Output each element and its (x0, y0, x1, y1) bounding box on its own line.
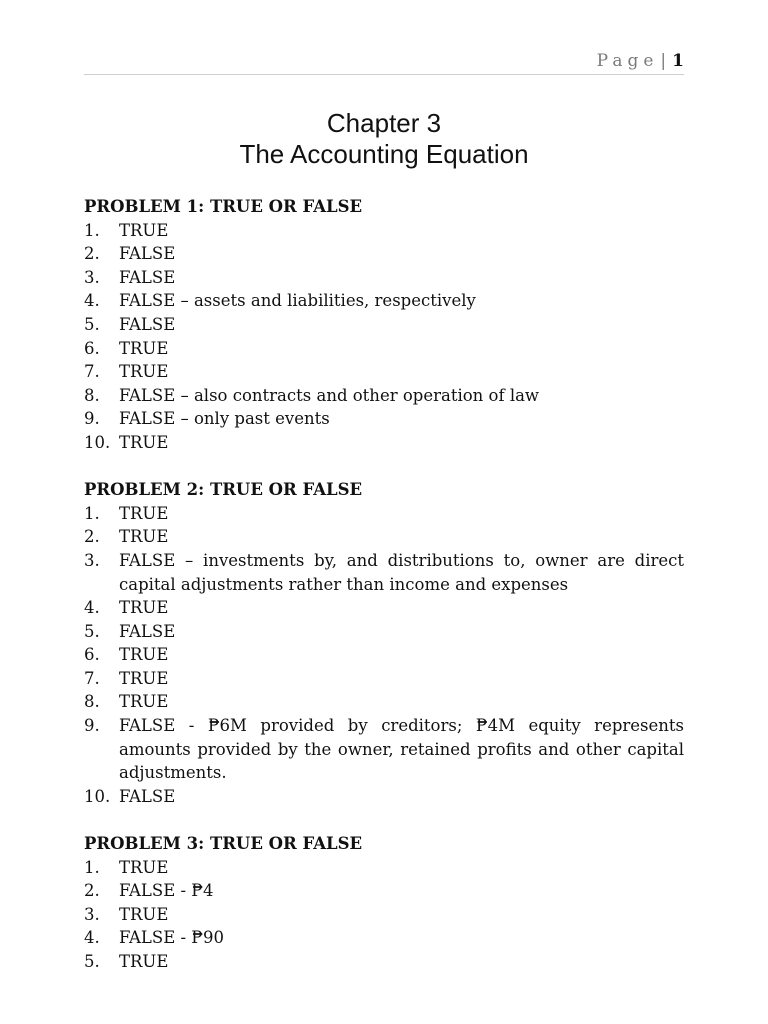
problem-section (84, 195, 684, 455)
chapter-number: Chapter 3 (326, 108, 442, 138)
answer-item (84, 431, 684, 455)
item-number: 2. (84, 881, 100, 901)
item-number: 4. (84, 598, 100, 618)
item-number: 9. (84, 409, 100, 429)
item-answer: FALSE – only past events (119, 409, 330, 429)
answer-item (84, 856, 684, 880)
item-answer: FALSE (119, 267, 176, 287)
item-answer: TRUE (119, 904, 169, 924)
item-number: 7. (84, 668, 100, 688)
answer-item (84, 667, 684, 691)
answer-item (84, 360, 684, 384)
answer-item (84, 620, 684, 644)
section-heading: PROBLEM 3: TRUE OR FALSE (84, 834, 363, 854)
item-answer: TRUE (119, 503, 169, 523)
page-label: Page (596, 51, 659, 71)
item-number: 1. (84, 503, 100, 523)
item-answer: FALSE – also contracts and other operation of law (119, 385, 540, 405)
item-number: 2. (84, 244, 100, 264)
item-answer: FALSE (119, 786, 176, 806)
item-answer: FALSE (119, 244, 176, 264)
item-answer: FALSE (119, 621, 176, 641)
answer-item (84, 785, 684, 809)
section-heading: PROBLEM 1: TRUE OR FALSE (84, 197, 363, 216)
item-number: 8. (84, 385, 100, 405)
answer-item (84, 219, 684, 243)
answer-item (84, 313, 684, 337)
document-body (84, 195, 684, 997)
header-rule (84, 74, 684, 75)
answer-item (84, 525, 684, 549)
answer-item (84, 502, 684, 526)
item-answer: TRUE (119, 220, 169, 240)
answer-item (84, 266, 684, 290)
answer-item (84, 903, 684, 927)
item-number: 5. (84, 314, 100, 334)
item-number: 3. (84, 267, 100, 287)
answer-item (84, 714, 684, 785)
item-answer: FALSE – assets and liabilities, respectively (119, 291, 476, 311)
chapter-name: The Accounting Equation (239, 139, 529, 169)
item-answer: TRUE (119, 362, 169, 382)
item-answer: TRUE (119, 668, 169, 688)
item-number: 1. (84, 857, 100, 877)
item-answer: TRUE (119, 952, 169, 971)
item-number: 3. (84, 904, 100, 924)
item-number: 7. (84, 362, 100, 382)
item-answer: TRUE (119, 338, 169, 358)
answer-item (84, 643, 684, 667)
answer-item (84, 950, 684, 974)
answer-item (84, 407, 684, 431)
item-answer: TRUE (119, 645, 169, 665)
item-number: 8. (84, 692, 100, 712)
item-number: 1. (84, 220, 100, 240)
header-separator: | (660, 51, 667, 71)
answer-item (84, 690, 684, 714)
answer-item (84, 926, 684, 950)
page-number: 1 (672, 51, 684, 71)
item-answer: TRUE (119, 598, 169, 618)
chapter-title (84, 108, 684, 170)
problem-section (84, 478, 684, 808)
answer-item (84, 337, 684, 361)
problem-section (84, 832, 684, 974)
page-header (84, 50, 684, 72)
item-answer: TRUE (119, 692, 169, 712)
item-number: 5. (84, 952, 100, 971)
item-number: 9. (84, 716, 100, 736)
item-answer: FALSE – investments by, and distributions to, owner are direct capital adjustments rather than income and expenses (119, 550, 684, 594)
item-answer: FALSE - ₱90 (119, 928, 224, 948)
item-number: 6. (84, 338, 100, 358)
item-number: 2. (84, 527, 100, 547)
answer-item (84, 549, 684, 596)
answer-item (84, 384, 684, 408)
item-number: 4. (84, 291, 100, 311)
item-number: 10. (84, 432, 111, 452)
item-number: 6. (84, 645, 100, 665)
answer-item (84, 242, 684, 266)
item-answer: FALSE - ₱6M provided by creditors; ₱4M equity represents amounts provided by the owner, retained profits and other capital adjustments. (119, 716, 684, 783)
item-answer: FALSE - ₱4 (119, 881, 214, 901)
item-number: 4. (84, 928, 100, 948)
item-answer: TRUE (119, 857, 169, 877)
item-answer: TRUE (119, 432, 169, 452)
item-answer: FALSE (119, 314, 176, 334)
item-answer: TRUE (119, 527, 169, 547)
answer-item (84, 879, 684, 903)
item-number: 5. (84, 621, 100, 641)
item-number: 10. (84, 786, 111, 806)
answer-item (84, 596, 684, 620)
item-number: 3. (84, 550, 100, 570)
section-heading: PROBLEM 2: TRUE OR FALSE (84, 480, 363, 500)
answer-item (84, 289, 684, 313)
